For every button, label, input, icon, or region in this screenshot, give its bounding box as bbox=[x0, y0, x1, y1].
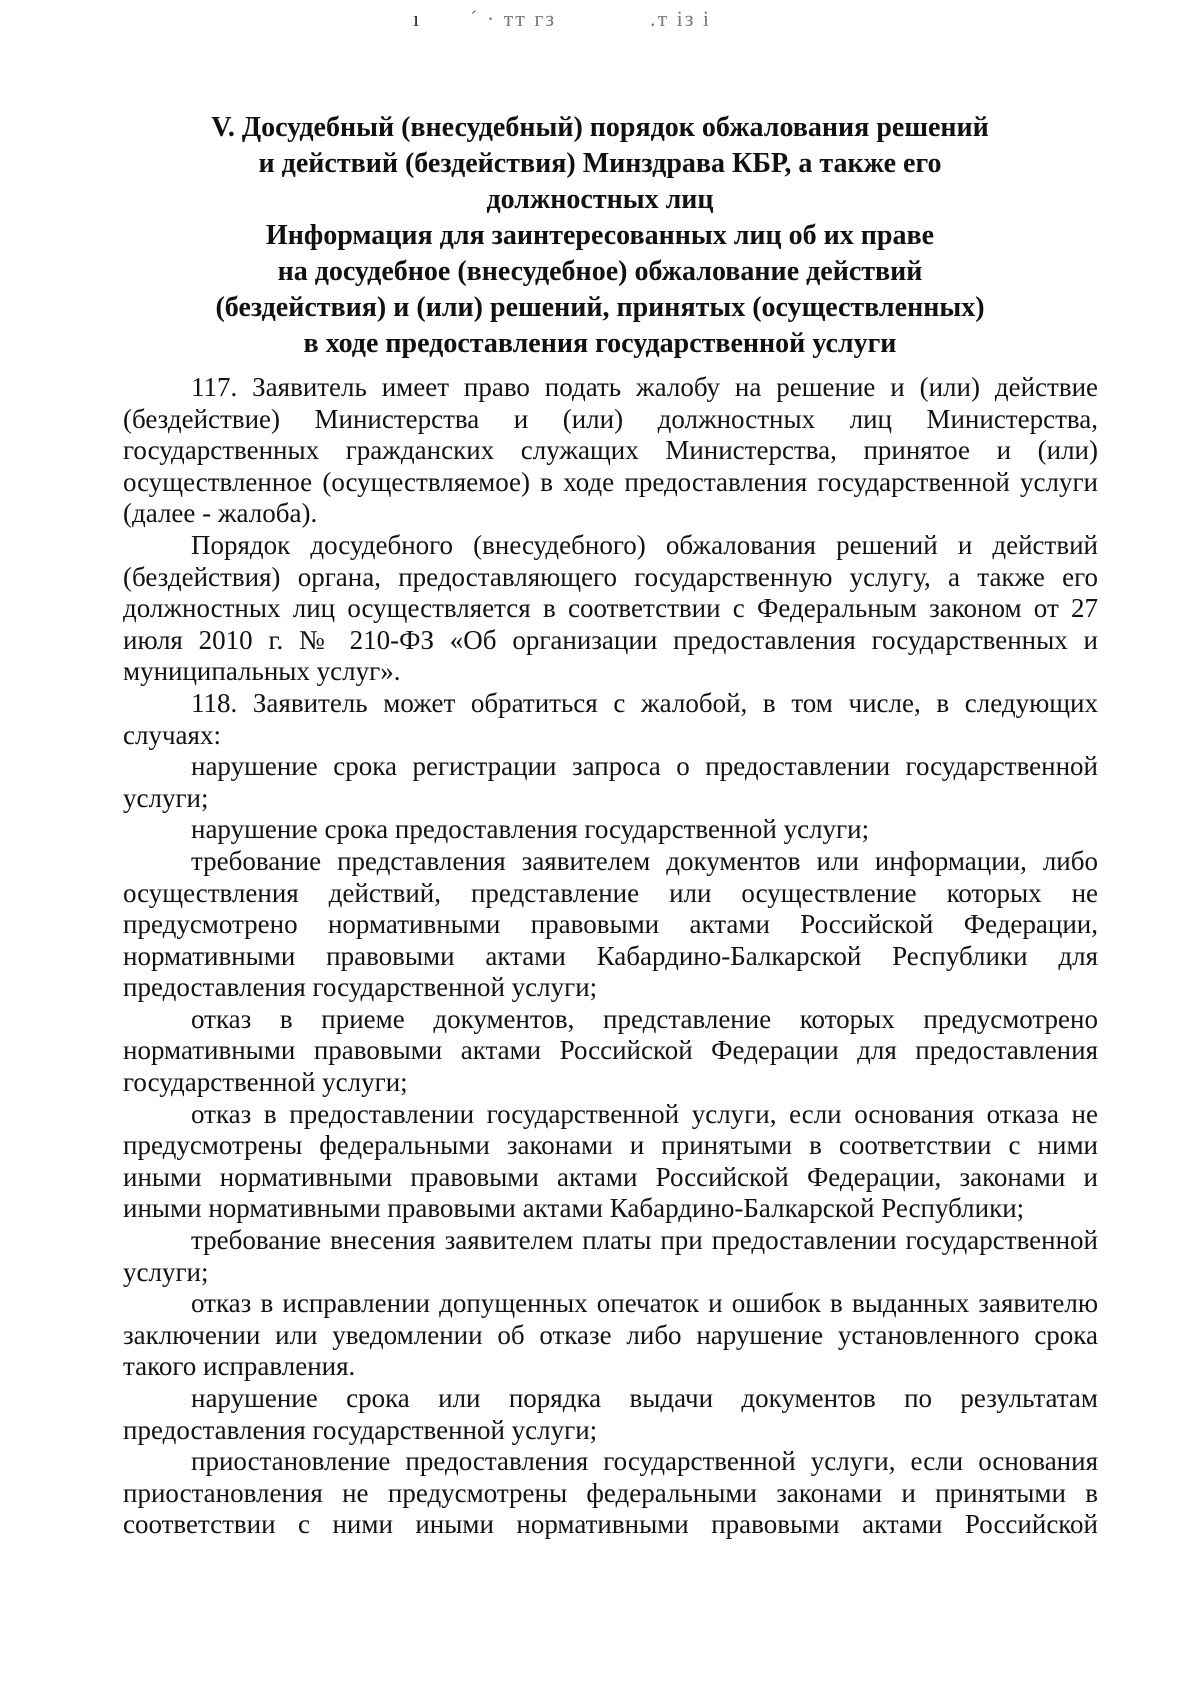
list-item: нарушение срока регистрации запроса о предоставлении государственной услуги; bbox=[123, 751, 1098, 813]
heading-line: на досудебное (внесудебное) обжалование действий bbox=[277, 256, 923, 287]
heading-line: должностных лиц bbox=[486, 184, 714, 215]
scan-mark-middle: ´ · тт гз bbox=[470, 6, 557, 31]
heading-line: и действий (бездействия) Минздрава КБР, а также его bbox=[258, 148, 942, 179]
list-item: требование внесения заявителем платы при предоставлении государственной услуги; bbox=[123, 1225, 1098, 1287]
list-item: требование представления заявителем документов или информации, либо осуществления действий, представление или осуществление которых не предусмотрено нормативными правовыми актами Российской Федерации, нормативными правовыми актами Кабардино-Балкарской Республики для предоставления государственной услуги; bbox=[123, 845, 1098, 1003]
paragraph-appeal-procedure: Порядок досудебного (внесудебного) обжалования решений и действий (бездействия) органа, предоставляющего государственную услугу, а также его должностных лиц осуществляется в соответствии с Федеральным законом от 27 июля 2010 г. № 210-ФЗ «Об организации предоставления государственных и муниципальных услуг». bbox=[123, 529, 1098, 687]
heading-line: (бездействия) и (или) решений, принятых (осуществленных) bbox=[215, 292, 985, 323]
scan-header-marks bbox=[0, 6, 1200, 36]
scan-mark-left: ı bbox=[413, 6, 422, 31]
paragraph-117: 117. Заявитель имеет право подать жалобу на решение и (или) действие (бездействие) Министерства и (или) должностных лиц Министерства, государственных гражданских служащих Министерства, принятое и (или) осуществленное (осуществляемое) в ходе предоставления государственной услуги (далее - жалоба). bbox=[123, 372, 1098, 529]
document-body bbox=[123, 372, 1098, 1541]
list-item: отказ в предоставлении государственной услуги, если основания отказа не предусмотрены федеральными законами и принятыми в соответствии с ними иными нормативными правовыми актами Российской Федерации, законами и иными нормативными правовыми актами Кабардино-Балкарской Республики; bbox=[123, 1098, 1098, 1224]
heading-line: V. Досудебный (внесудебный) порядок обжалования решений bbox=[211, 112, 989, 143]
scan-mark-right: .т із і bbox=[650, 6, 712, 31]
section-heading bbox=[150, 110, 1050, 362]
paragraph-118: 118. Заявитель может обратиться с жалобой, в том числе, в следующих случаях: bbox=[123, 687, 1098, 750]
list-item: отказ в приеме документов, представление которых предусмотрено нормативными правовыми актами Российской Федерации для предоставления государственной услуги; bbox=[123, 1003, 1098, 1098]
list-item: нарушение срока или порядка выдачи документов по результатам предоставления государственной услуги; bbox=[123, 1383, 1098, 1445]
heading-line: в ходе предоставления государственной услуги bbox=[303, 328, 897, 359]
list-item: приостановление предоставления государственной услуги, если основания приостановления не предусмотрены федеральными законами и принятыми в соответствии с ними иными нормативными правовыми актами Российской bbox=[123, 1446, 1098, 1540]
list-item: нарушение срока предоставления государственной услуги; bbox=[191, 814, 870, 845]
list-item: отказ в исправлении допущенных опечаток и ошибок в выданных заявителю заключении или уведомлении об отказе либо нарушение установленного срока такого исправления. bbox=[123, 1288, 1098, 1382]
heading-line: Информация для заинтересованных лиц об их праве bbox=[265, 220, 935, 251]
